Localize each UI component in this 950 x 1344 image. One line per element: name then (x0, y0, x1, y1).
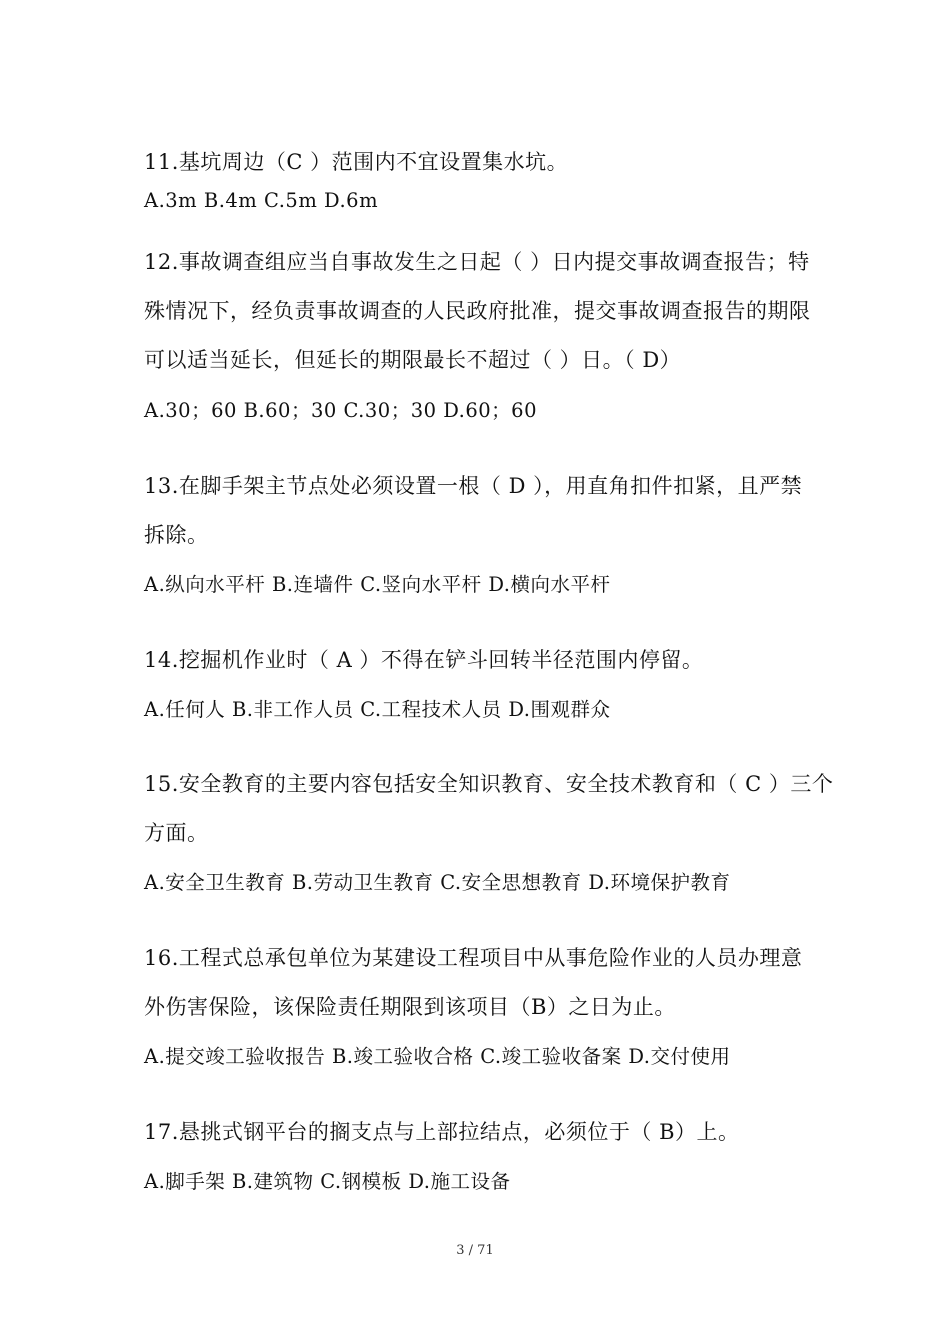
question-14-line-1: 14.挖掘机作业时（ A ）不得在铲斗回转半径范围内停留。 (144, 648, 704, 672)
question-13-line-1: 13.在脚手架主节点处必须设置一根（ D ），用直角扣件扣紧，且严禁 (144, 474, 803, 498)
question-17-options: A.脚手架 B.建筑物 C.钢模板 D.施工设备 (144, 1170, 511, 1193)
question-12-options: A.30；60 B.60；30 C.30；30 D.60；60 (144, 399, 537, 422)
question-15-options: A.安全卫生教育 B.劳动卫生教育 C.安全思想教育 D.环境保护教育 (144, 871, 731, 894)
question-13-options: A.纵向水平杆 B.连墙件 C.竖向水平杆 D.横向水平杆 (144, 573, 611, 596)
question-14-options: A.任何人 B.非工作人员 C.工程技术人员 D.围观群众 (144, 698, 611, 721)
question-16-line-1: 16.工程式总承包单位为某建设工程项目中从事危险作业的人员办理意 (144, 946, 803, 970)
question-16-line-2: 外伤害保险，该保险责任期限到该项目（B）之日为止。 (144, 995, 676, 1019)
question-12-line-1: 12.事故调查组应当自事故发生之日起（ ）日内提交事故调查报告；特 (144, 250, 810, 274)
question-12-line-2: 殊情况下，经负责事故调查的人民政府批准，提交事故调查报告的期限 (144, 299, 811, 323)
question-15-line-2: 方面。 (144, 821, 209, 845)
page-number: 3 / 71 (456, 1243, 494, 1258)
question-12-line-3: 可以适当延长，但延长的期限最长不超过（ ）日。（ D） (144, 348, 682, 372)
question-17-line-1: 17.悬挑式钢平台的搁支点与上部拉结点，必须位于（ B）上。 (144, 1120, 740, 1144)
question-13-line-2: 拆除。 (144, 523, 209, 547)
question-11-line-1: 11.基坑周边（C ）范围内不宜设置集水坑。 (144, 150, 569, 174)
question-15-line-1: 15.安全教育的主要内容包括安全知识教育、安全技术教育和（ C ）三个 (144, 772, 834, 796)
question-16-options: A.提交竣工验收报告 B.竣工验收合格 C.竣工验收备案 D.交付使用 (144, 1045, 731, 1068)
question-11-options: A.3m B.4m C.5m D.6m (144, 189, 379, 212)
